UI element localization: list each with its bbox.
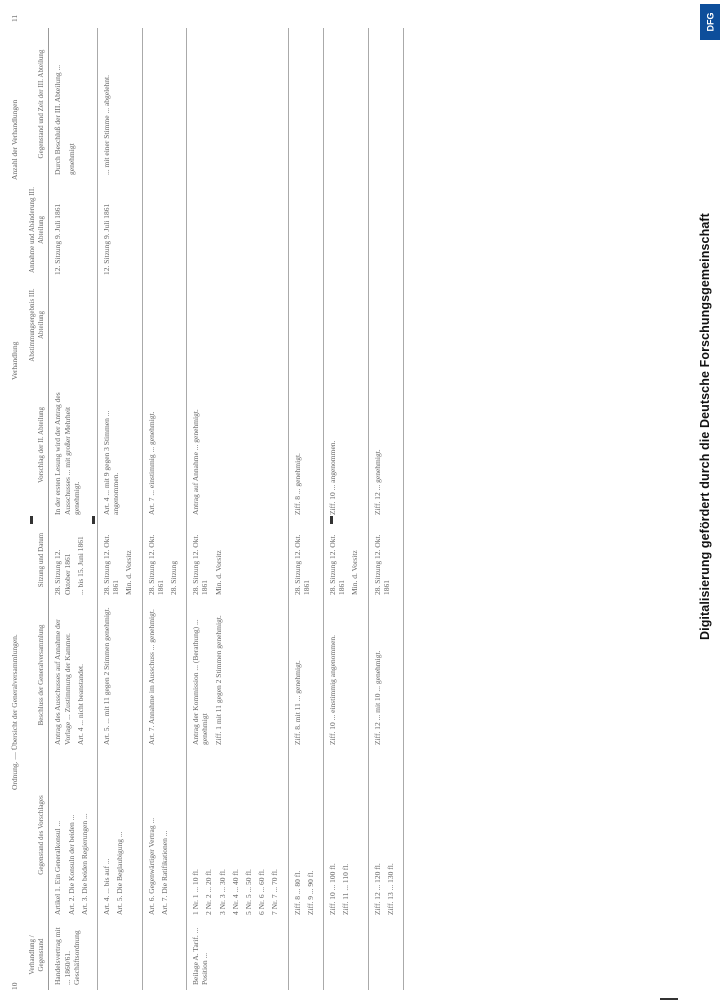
- table-cell: [324, 180, 369, 280]
- cell-line: Antrag auf Annahme ... genehmigt.: [191, 409, 201, 515]
- table-cell: [368, 750, 403, 920]
- table-cell: [142, 600, 187, 750]
- column-header: Vorschlag der II. Abteilung: [26, 370, 49, 520]
- table-cell: [49, 280, 98, 370]
- column-header: Annahme und Abänderung III. Abteilung: [26, 180, 49, 280]
- table-row: [288, 28, 323, 990]
- cell-line: Ziff. 11 ... 110 fl.: [341, 863, 351, 915]
- table-cell: [98, 28, 143, 180]
- cell-line: Ziff. 8 ... 80 fl.: [292, 870, 302, 915]
- cell-line: 28. Sitzung 12. Okt. 1861: [146, 534, 165, 595]
- table-cell: [49, 520, 98, 600]
- table-cell: [288, 28, 323, 180]
- cell-line: Ziff. 10 ... einstimmig angenommen.: [328, 634, 338, 745]
- cell-line: 28. Sitzung 12. Okt. 1861: [191, 534, 210, 595]
- records-table: [26, 28, 404, 990]
- column-header: Abstimmungsergebnis III. Abteilung: [26, 280, 49, 370]
- table-cell: [187, 920, 288, 990]
- table-cell: [49, 28, 98, 180]
- cell-line: 28. Sitzung 12. Okt. 1861: [328, 534, 347, 595]
- table-cell: [142, 370, 187, 520]
- cell-line: Art. 3. Die beiden Regierungen ...: [79, 813, 89, 915]
- table-cell: [142, 920, 187, 990]
- cell-line: 28. Sitzung 12. Okt. 1861: [292, 534, 311, 595]
- table-cell: [368, 920, 403, 990]
- cell-line: Art. 5. ... mit 11 gegen 2 Stimmen genehmigt.: [102, 607, 112, 745]
- table-cell: [187, 750, 288, 920]
- cell-line: Ziff. 10 ... 100 fl.: [328, 863, 338, 915]
- column-header: Verhandlung / Gegenstand: [26, 920, 49, 990]
- table-cell: [98, 280, 143, 370]
- table-cell: [288, 920, 323, 990]
- table-row: [49, 28, 98, 990]
- table-cell: [49, 600, 98, 750]
- table-row: [98, 28, 143, 990]
- cell-line: Art. 4 ... nicht beanstandet.: [75, 663, 85, 745]
- cell-line: Ziff. 1 mit 11 gegen 2 Stimmen genehmigt.: [213, 615, 223, 745]
- cell-line: ... bis 15. Juni 1861: [75, 536, 85, 595]
- table-cell: [368, 28, 403, 180]
- cell-line: In der ersten Lesung wird der Antrag des Ausschusses ... mit großer Mehrheit genehmigt.: [53, 392, 81, 515]
- cell-line: Art. 7. Die Ratifikationen ...: [159, 830, 169, 915]
- table-cell: [368, 180, 403, 280]
- cell-line: Art. 7 ... einstimmig ... genehmigt.: [146, 411, 156, 515]
- table-cell: [142, 280, 187, 370]
- page-number-left: 10: [10, 982, 19, 990]
- cell-line: 28. Sitzung 12. Oktober 1861: [53, 549, 72, 595]
- cell-line: Min. d. Vorsitz: [124, 550, 134, 595]
- table-cell: [142, 750, 187, 920]
- cell-line: Art. 6. Gegenwärtiger Vertrag ...: [146, 817, 156, 915]
- cell-line: Art. 2. Die Konsuln der beiden ...: [66, 814, 76, 915]
- cell-line: Art. 5. Die Beglaubigung ...: [115, 831, 125, 915]
- cell-line: Min. d. Vorsitz: [213, 550, 223, 595]
- cell-line: 28. Sitzung 12. Okt. 1861: [372, 534, 391, 595]
- table-cell: [288, 750, 323, 920]
- cell-line: 7 Nr. 7 ... 70 fl.: [270, 869, 280, 915]
- table-cell: [368, 370, 403, 520]
- cell-line: Ziff. 13 ... 130 fl.: [385, 863, 395, 915]
- table-cell: [49, 920, 98, 990]
- cell-line: 28. Sitzung 12. Okt. 1861: [102, 534, 121, 595]
- margin-mark: [92, 516, 95, 524]
- cell-line: 28. Sitzung: [169, 560, 179, 595]
- cell-line: Ziff. 8. mit 11 ... genehmigt.: [292, 660, 302, 745]
- cell-line: 3 Nr. 3 ... 30 fl.: [217, 869, 227, 915]
- column-group-header-2: Anzahl der Verhandlungen: [10, 99, 19, 180]
- column-header: Sitzung und Datum: [26, 520, 49, 600]
- cell-text: 12. Sitzung 9. Juli 1861: [53, 203, 63, 275]
- cell-line: genehmigt: [66, 143, 76, 175]
- table-cell: [368, 520, 403, 600]
- table-cell: [324, 28, 369, 180]
- table-header-row: [26, 28, 49, 990]
- table-cell: [187, 280, 288, 370]
- table-cell: [187, 28, 288, 180]
- cell-line: Art. 7. Annahme im Ausschuss ... genehmigt.: [146, 609, 156, 745]
- cell-line: Antrag des Ausschusses auf Annahme der Vorlage ... Zustimmung der Kammer.: [53, 619, 72, 745]
- cell-line: Artikel 1. Ein Generalkonsul ...: [53, 820, 63, 915]
- table-cell: [288, 600, 323, 750]
- table-body: [49, 28, 404, 990]
- page-title: Ordnung. — Übersicht der Generalversammlungen.: [10, 634, 19, 790]
- table-cell: [98, 920, 143, 990]
- cell-text: Beilage A. Tarif. ... Position ...: [191, 927, 210, 985]
- column-header: Gegenstand und Zeit der III. Abteilung: [26, 28, 49, 180]
- column-header: Gegenstand des Vorschlages: [26, 750, 49, 920]
- table-cell: [324, 600, 369, 750]
- table-cell: [324, 520, 369, 600]
- cell-line: Art. 4 ... mit 9 gegen 3 Stimmen ... angenommen.: [102, 410, 121, 515]
- column-group-header-1: Verhandlung: [10, 341, 19, 380]
- table-cell: [187, 370, 288, 520]
- table-cell: [142, 520, 187, 600]
- cell-line: Antrag der Kommission ... (Berathung) ... genehmigt: [191, 619, 210, 745]
- table-cell: [368, 600, 403, 750]
- cell-line: Min. d. Vorsitz: [350, 550, 360, 595]
- table-cell: [49, 180, 98, 280]
- table-cell: [288, 280, 323, 370]
- digitization-banner: [696, 0, 724, 1000]
- table-cell: [324, 920, 369, 990]
- table-cell: [187, 520, 288, 600]
- table-cell: [98, 370, 143, 520]
- cell-line: Ziff. 12 ... 120 fl.: [372, 863, 382, 915]
- table-cell: [142, 180, 187, 280]
- dfg-logo-text: DFG: [705, 12, 715, 32]
- table-cell: [368, 280, 403, 370]
- table-cell: [98, 600, 143, 750]
- table-cell: [324, 750, 369, 920]
- table-cell: [98, 750, 143, 920]
- cell-line: Ziff. 8 ... genehmigt.: [292, 453, 302, 515]
- cell-line: ... mit einer Stimme ... abgelehnt.: [102, 75, 112, 175]
- table-cell: [288, 370, 323, 520]
- cell-line: Ziff. 9 ... 90 fl.: [305, 870, 315, 915]
- cell-line: 1 Nr. 1 ... 10 fl.: [191, 869, 201, 915]
- cell-line: Durch Beschluß der III. Abteilung ...: [53, 64, 63, 175]
- column-header: Beschluss der Generalversammlung: [26, 600, 49, 750]
- table-cell: [324, 280, 369, 370]
- table-cell: [288, 180, 323, 280]
- table-cell: [98, 520, 143, 600]
- cell-line: Ziff. 12 ... genehmigt.: [372, 449, 382, 515]
- cell-line: Ziff. 12 ... mit 10 ... genehmigt.: [372, 650, 382, 745]
- table-row: [324, 28, 369, 990]
- cell-text: 12. Sitzung 9. Juli 1861: [102, 203, 112, 275]
- table-cell: [187, 600, 288, 750]
- table-cell: [49, 750, 98, 920]
- margin-mark: [330, 516, 333, 524]
- table-cell: [324, 370, 369, 520]
- cell-line: 5 Nr. 5 ... 50 fl.: [244, 869, 254, 915]
- cell-line: 6 Nr. 6 ... 60 fl.: [257, 869, 267, 915]
- table-cell: [288, 520, 323, 600]
- cell-line: Ziff. 10 ... angenommen.: [328, 440, 338, 515]
- cell-line: 4 Nr. 4 ... 40 fl.: [230, 869, 240, 915]
- cell-line: Art. 4. ... bis auf ...: [102, 858, 112, 915]
- table-row: [187, 28, 288, 990]
- table-cell: [98, 180, 143, 280]
- page-number-right: 11: [10, 14, 19, 22]
- cell-text: Handelsvertrag mit ... 1860/61. Geschäftsordnung: [53, 927, 81, 985]
- cell-line: 2 Nr. 2 ... 20 fl.: [204, 869, 214, 915]
- table-row: [142, 28, 187, 990]
- table-cell: [187, 180, 288, 280]
- table-cell: [142, 28, 187, 180]
- dfg-logo-icon: [700, 4, 720, 40]
- funding-notice: Digitalisierung gefördert durch die Deutsche Forschungsgemeinschaft: [698, 213, 712, 640]
- table-cell: [49, 370, 98, 520]
- table-row: [368, 28, 403, 990]
- margin-mark: [30, 516, 33, 524]
